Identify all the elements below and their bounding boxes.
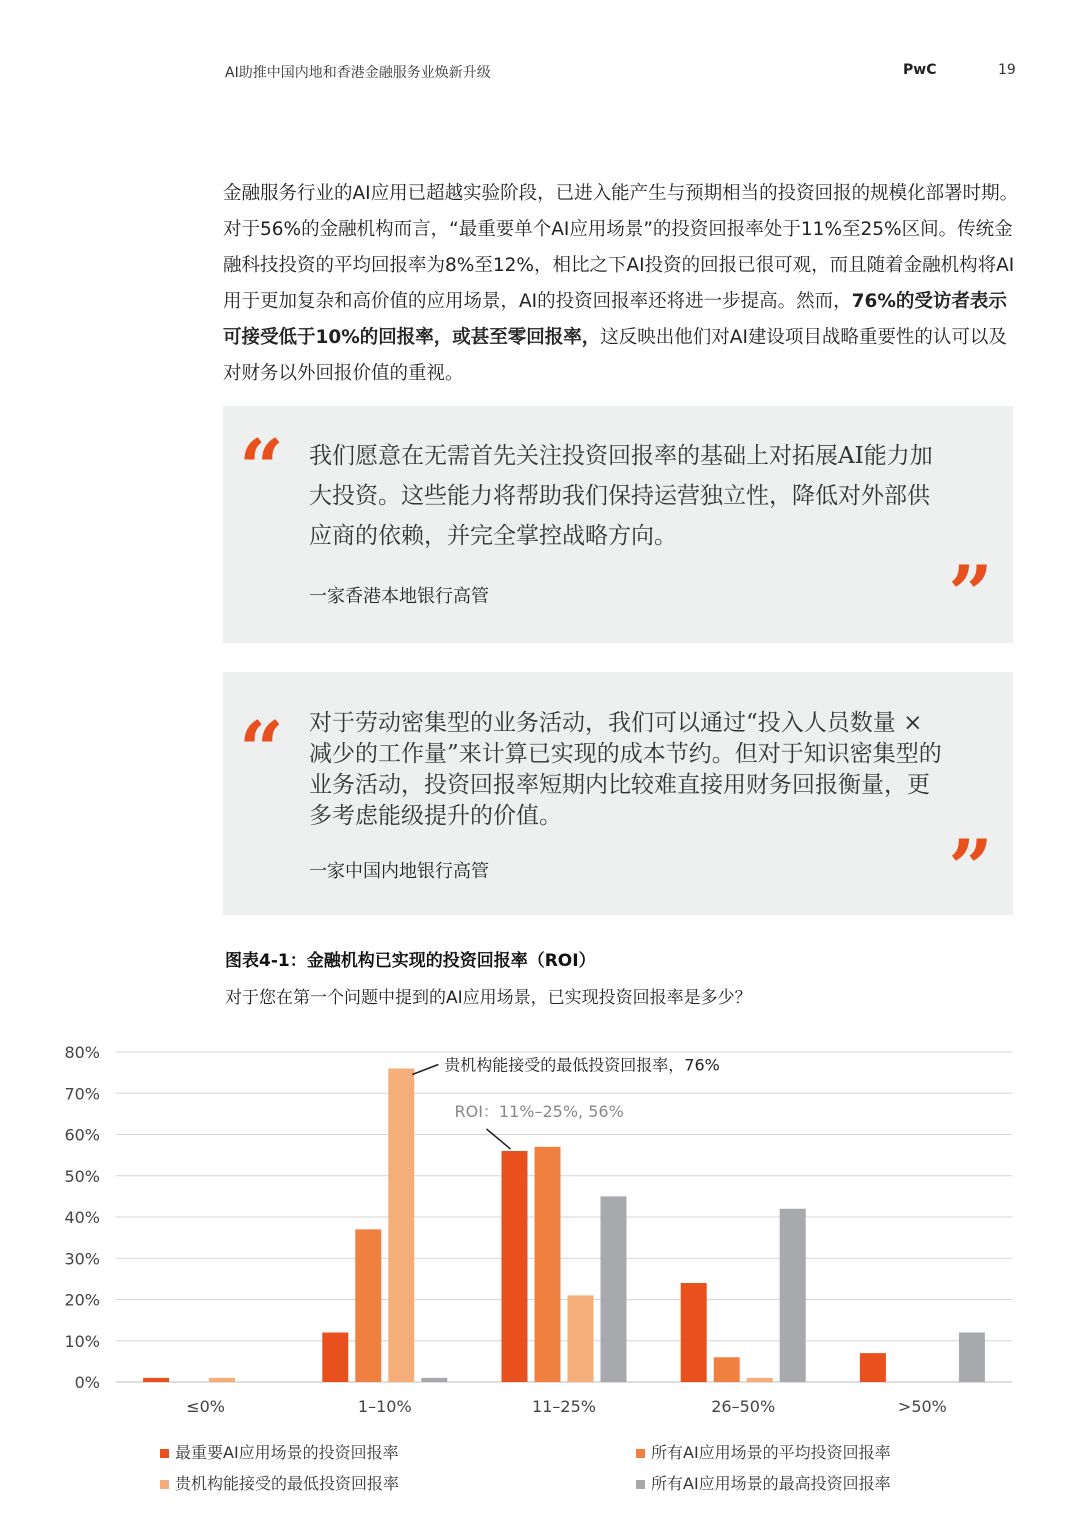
y-tick-label: 70% [64, 1084, 100, 1104]
brand-logo: PwC [903, 62, 937, 78]
bar-1-5 [860, 1353, 886, 1382]
quote-box-2 [223, 672, 1013, 915]
quote-text: 我们愿意在无需首先关注投资回报率的基础上对拓展AI能力加大投资。这些能力将帮助我们保持运营独立性，降低对外部供应商的依赖，并完全掌控战略方向。 [309, 443, 933, 549]
legend-swatch [636, 1480, 645, 1489]
legend-item-top-use-case [160, 1440, 399, 1463]
legend-swatch [160, 1449, 169, 1458]
quote-box-1 [223, 406, 1013, 643]
legend-item-average-roi [636, 1440, 891, 1463]
y-tick-label: 50% [64, 1166, 100, 1186]
y-tick-label: 30% [64, 1249, 100, 1269]
intro-text-bold: 76%的受访者表示可接受低于10%的回报率，或甚至零回报率， [223, 291, 1007, 348]
bar-3-2 [388, 1069, 414, 1383]
bar-1-1 [143, 1378, 169, 1382]
x-tick-label: >50% [897, 1397, 947, 1416]
bar-2-3 [535, 1147, 561, 1382]
page-number: 19 [998, 62, 1016, 78]
legend-label: 最重要AI应用场景的投资回报率 [175, 1443, 399, 1462]
roi-bar-chart [0, 1030, 1080, 1430]
intro-text-part1: 金融服务行业的AI应用已超越实验阶段，已进入能产生与预期相当的投资回报的规模化部署时期。对于56%的金融机构而言，“最重要单个AI应用场景”的投资回报率处于11%至25%区间。传统金融科技投资的平均回报率为8%至12%，相比之下AI投资的回报已很可观，而且随着金融机构将AI用于更加复杂和高价值的应用场景，AI的投资回报率还将进一步提高。然而， [223, 183, 1019, 312]
y-tick-label: 40% [64, 1208, 100, 1227]
bar-4-5 [959, 1333, 985, 1383]
quote-text: 对于劳动密集型的业务活动，我们可以通过“投入人员数量 × 减少的工作量”来计算已实现的成本节约。但对于知识密集型的业务活动，投资回报率短期内比较难直接用财务回报衡量，更多考虑能级提升的价值。 [309, 710, 942, 829]
quote-attribution: 一家中国内地银行高管 [309, 861, 489, 882]
y-tick-label: 80% [64, 1043, 100, 1062]
figure-subtitle: 对于您在第一个问题中提到的AI应用场景，已实现投资回报率是多少？ [225, 988, 752, 1008]
legend-label: 所有AI应用场景的最高投资回报率 [651, 1474, 891, 1493]
bar-1-4 [681, 1283, 707, 1382]
legend-label: 贵机构能接受的最低投资回报率 [175, 1474, 400, 1493]
x-tick-label: 1–10% [357, 1397, 412, 1416]
open-quote-icon: “ [239, 423, 284, 514]
legend-item-max-roi [636, 1471, 891, 1494]
header-title: AI助推中国内地和香港金融服务业焕新升级 [225, 65, 491, 81]
chart-legend [0, 1440, 1080, 1510]
bar-4-2 [421, 1378, 447, 1382]
y-tick-label: 20% [64, 1290, 100, 1310]
open-quote-icon: “ [239, 705, 284, 796]
annotation-min-acceptable: 贵机构能接受的最低投资回报率，76% [444, 1055, 720, 1075]
bar-4-3 [601, 1196, 627, 1382]
intro-text-part2: 这反映出他们对AI建设项目战略重要性的认可以及对财务以外回报价值的重视。 [223, 327, 1007, 384]
annotation-leader [487, 1129, 511, 1149]
legend-item-min-acceptable [160, 1471, 399, 1494]
x-tick-label: 26–50% [711, 1397, 776, 1416]
y-tick-label: 60% [64, 1125, 100, 1145]
annotation-leader [412, 1065, 438, 1075]
bar-1-3 [502, 1151, 528, 1382]
figure-title: 图表4-1：金融机构已实现的投资回报率（ROI） [225, 951, 596, 971]
x-tick-label: 11–25% [532, 1397, 596, 1416]
bar-1-2 [322, 1333, 348, 1383]
annotation-roi-range: ROI：11%–25%, 56% [454, 1102, 624, 1121]
bar-3-3 [568, 1295, 594, 1382]
quote-attribution: 一家香港本地银行高管 [309, 586, 489, 607]
bar-3-4 [747, 1378, 773, 1382]
legend-swatch [636, 1449, 645, 1458]
bar-2-4 [714, 1357, 740, 1382]
x-tick-label: ≤0% [186, 1397, 225, 1416]
bar-3-1 [209, 1378, 235, 1382]
bar-4-4 [780, 1209, 806, 1382]
y-tick-label: 0% [74, 1373, 100, 1392]
legend-swatch [160, 1480, 169, 1489]
close-quote-icon: ” [948, 823, 993, 914]
intro-paragraph [223, 176, 1023, 392]
y-tick-label: 10% [64, 1331, 100, 1351]
bar-2-2 [355, 1229, 381, 1382]
close-quote-icon: ” [948, 549, 993, 640]
legend-label: 所有AI应用场景的平均投资回报率 [651, 1443, 891, 1462]
